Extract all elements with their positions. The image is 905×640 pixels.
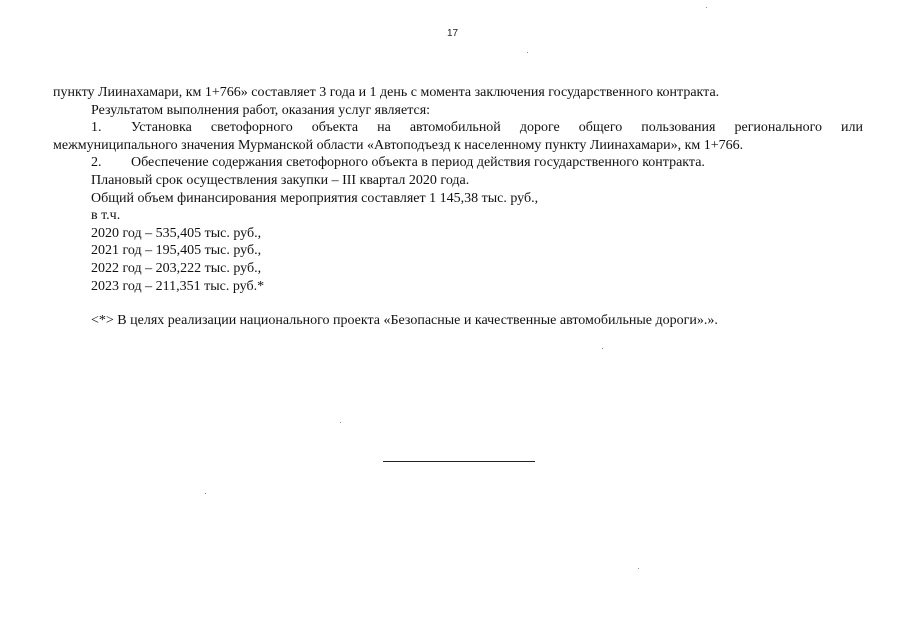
funding-year-2020: 2020 год – 535,405 тыс. руб., (91, 225, 262, 241)
scan-speck (527, 52, 528, 53)
separator-line (383, 461, 535, 462)
list-item-2-text: Обеспечение содержания светофорного объекта в период действия государственного контракта. (131, 155, 705, 171)
paragraph-line-contract-term: пункту Лиинахамари, км 1+766» составляет 3 года и 1 день с момента заключения государственного контракта. (53, 85, 720, 100)
funding-year-2023: 2023 год – 211,351 тыс. руб.* (91, 278, 265, 294)
funding-year-2022: 2022 год – 203,222 тыс. руб., (91, 260, 262, 276)
scan-speck (602, 348, 603, 349)
document-body (53, 84, 863, 330)
scan-speck (638, 568, 639, 569)
scan-speck (340, 422, 341, 423)
blank-line (53, 295, 863, 312)
list-item-1-first-line (53, 119, 863, 137)
footnote: <*> В целях реализации национального проекта «Безопасные и качественные автомобильные дороги».». (91, 313, 718, 329)
list-item-1-continuation: межмуниципального значения Мурманской области «Автоподъезд к населенному пункту Лиинахамари», км 1+766. (53, 137, 744, 153)
scan-speck (706, 7, 707, 8)
paragraph-line-total-funding: Общий объем финансирования мероприятия составляет 1 145,38 тыс. руб., (91, 190, 539, 206)
funding-year-2021: 2021 год – 195,405 тыс. руб., (91, 243, 262, 259)
scan-speck (205, 493, 206, 494)
list-item-1-text: Установка светофорного объекта на автомобильной дороге общего пользования регионального или (131, 120, 863, 136)
paragraph-line-results-intro: Результатом выполнения работ, оказания услуг является: (91, 102, 431, 118)
list-item-2 (53, 154, 863, 172)
page-number: 17 (446, 28, 459, 39)
list-item-2-number: 2. (91, 155, 102, 171)
list-item-1-number: 1. (91, 120, 102, 136)
paragraph-line-planned-date: Плановый срок осуществления закупки – III квартал 2020 года. (91, 172, 470, 188)
paragraph-line-including: в т.ч. (91, 208, 121, 224)
